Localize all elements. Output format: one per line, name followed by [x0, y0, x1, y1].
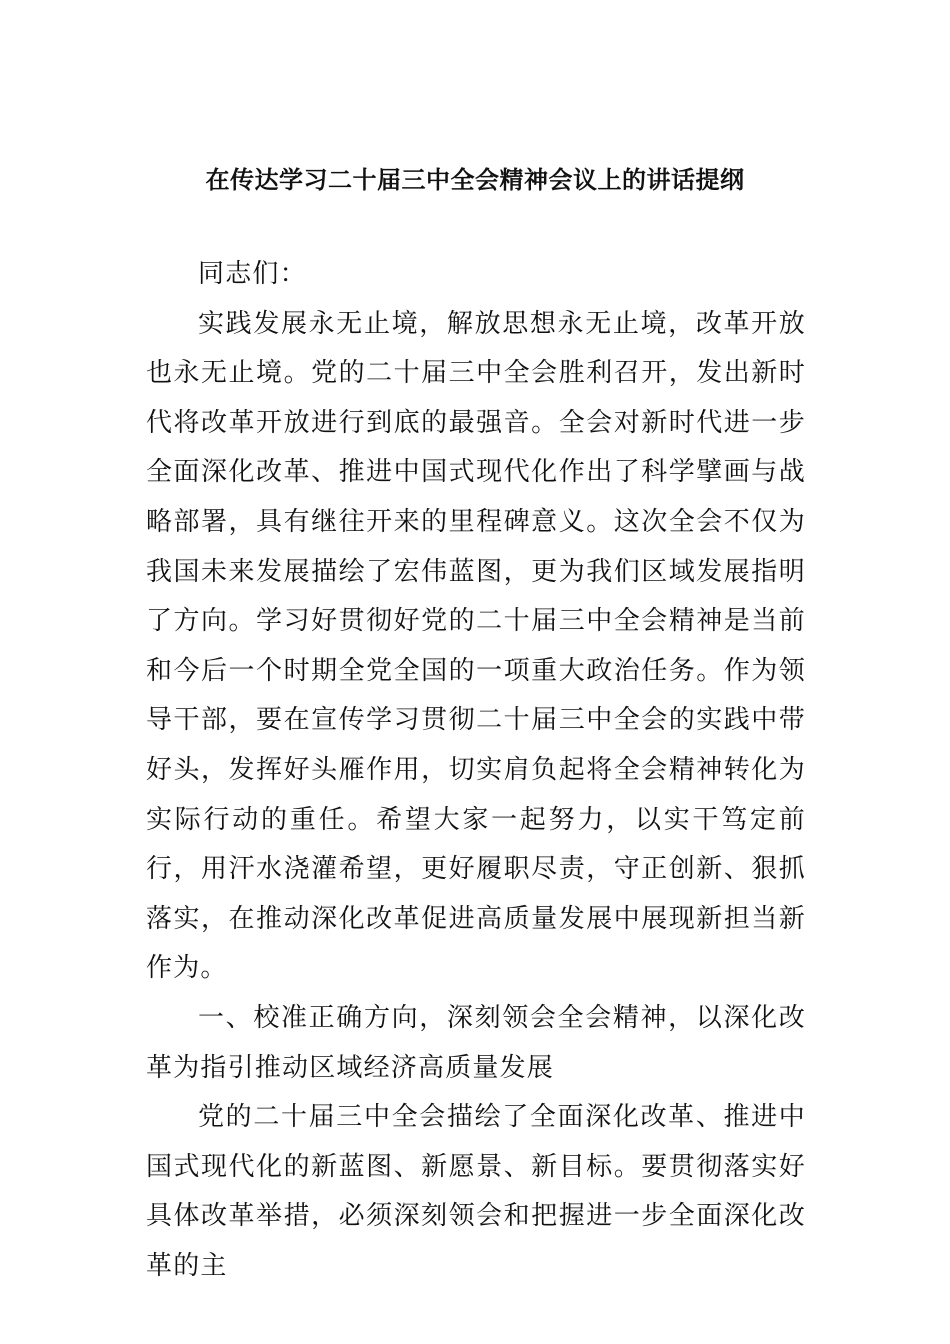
- document-title: 在传达学习二十届三中全会精神会议上的讲话提纲: [205, 166, 745, 194]
- section-one-paragraph: 党的二十届三中全会描绘了全面深化改革、推进中国式现代化的新蓝图、新愿景、新目标。要贯彻落实好具体改革举措，必须深刻领会和把握进一步全面深化改革的主: [146, 1102, 806, 1281]
- section-heading-one: 一、校准正确方向，深刻领会全会精神，以深化改革为指引推动区域经济高质量发展: [146, 1002, 806, 1083]
- salutation-paragraph: 同志们：: [198, 259, 307, 289]
- document-body: [146, 250, 806, 1291]
- intro-paragraph: 实践发展永无止境，解放思想永无止境，改革开放也永无止境。党的二十届三中全会胜利召开，发出新时代将改革开放进行到底的最强音。全会对新时代进一步全面深化改革、推进中国式现代化作出了科学擘画与战略部署，具有继往开来的里程碑意义。这次全会不仅为我国未来发展描绘了宏伟蓝图，更为我们区域发展指明了方向。学习好贯彻好党的二十届三中全会精神是当前和今后一个时期全党全国的一项重大政治任务。作为领导干部，要在宣传学习贯彻二十届三中全会的实践中带好头，发挥好头雁作用，切实肩负起将全会精神转化为实际行动的重任。希望大家一起努力，以实干笃定前行，用汗水浇灌希望，更好履职尽责，守正创新、狠抓落实，在推动深化改革促进高质量发展中展现新担当新作为。: [146, 308, 806, 984]
